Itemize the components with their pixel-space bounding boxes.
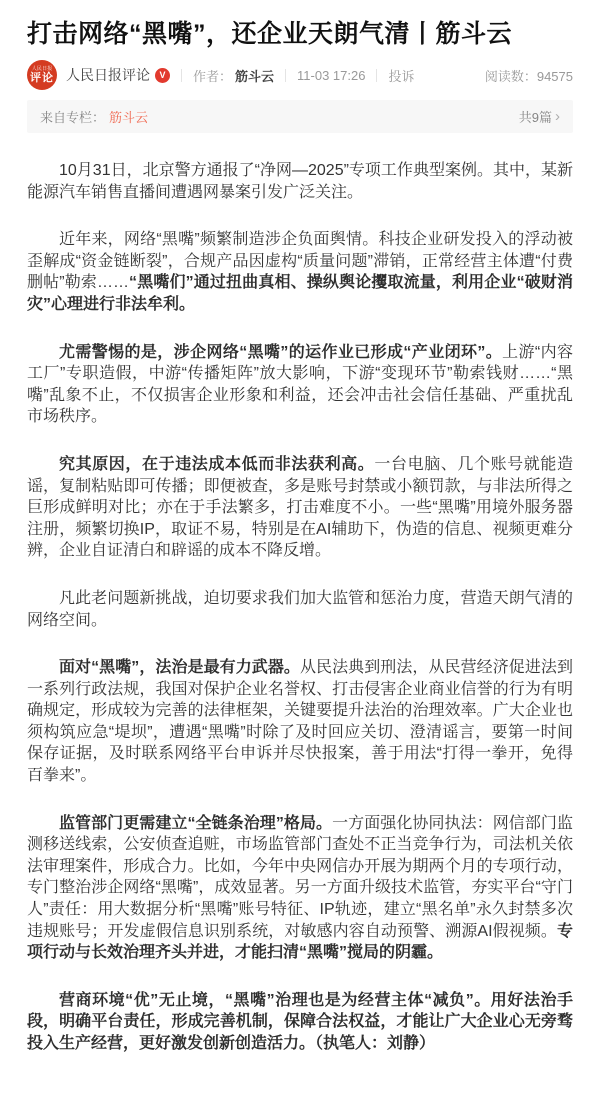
paragraph-bold-segment: 营商环境“优”无止境，“黑嘴”治理也是为经营主体“减负”。用好法治手段，明确平台责任，形成完善机制，保障合法权益，才能让广大企业心无旁骛投入生产经营，更好激发创新创造活力。（执笔人：刘静） xyxy=(27,991,573,1052)
column-bar xyxy=(27,100,573,133)
column-from-label: 来自专栏： xyxy=(40,110,106,125)
column-name-link[interactable]: 筋斗云 xyxy=(109,110,149,125)
article-body xyxy=(27,160,573,1055)
article-paragraph xyxy=(27,657,573,787)
publisher-avatar[interactable] xyxy=(27,60,57,90)
column-count-link[interactable] xyxy=(519,107,560,126)
article-paragraph xyxy=(27,229,573,315)
read-count: 阅读数：94575 xyxy=(484,68,573,84)
paragraph-bold-segment: 监管部门更需建立“全链条治理”格局。 xyxy=(59,814,333,832)
paragraph-bold-segment: 究其原因，在于违法成本低而非法获利高。 xyxy=(59,455,375,473)
author-label: 作者： xyxy=(193,68,233,84)
publisher-name[interactable]: 人民日报评论 xyxy=(66,67,150,83)
report-link[interactable]: 投诉 xyxy=(388,68,415,84)
article-paragraph xyxy=(27,160,573,203)
divider xyxy=(181,69,182,82)
paragraph-bold-segment: 面对“黑嘴”，法治是最有力武器。 xyxy=(59,659,300,677)
divider xyxy=(285,69,286,82)
paragraph-segment: 凡此老问题新挑战，迫切要求我们加大监管和惩治力度，营造天朗气清的网络空间。 xyxy=(27,589,573,629)
article-paragraph xyxy=(27,990,573,1055)
author-name[interactable]: 筋斗云 xyxy=(235,68,275,84)
publish-time: 11-03 17:26 xyxy=(297,67,366,83)
article-paragraph xyxy=(27,454,573,562)
paragraph-bold-segment: “黑嘴们”通过扭曲真相、操纵舆论攫取流量，利用企业“破财消灾”心理进行非法牟利。 xyxy=(27,274,573,313)
paragraph-bold-segment: 专项行动与长效治理齐头并进，才能扫清“黑嘴”搅局的阴霾。 xyxy=(27,922,573,962)
paragraph-segment: 近年来，网络“黑嘴”频繁制造涉企负面舆情。科技企业研发投入的浮动被歪解成“资金链断裂”，合规产品因虚构“质量问题”滞销，正常经营主体遭“付费删帖”勒索…… xyxy=(27,231,573,292)
column-count-label: 共9篇 xyxy=(518,110,552,125)
article-paragraph xyxy=(27,588,573,631)
divider xyxy=(376,69,377,82)
paragraph-segment: 10月31日，北京警方通报了“净网—2025”专项工作典型案例。其中，某新能源汽车销售直播间遭遇网暴案引发广泛关注。 xyxy=(27,162,573,201)
paragraph-segment: 一台电脑、几个账号就能造谣，复制粘贴即可传播；即便被查，多是账号封禁或小额罚款，与非法所得之巨形成鲜明对比；亦在于手法繁多，打击难度不小。一些“黑嘴”用境外服务器注册，频繁切换IP，取证不易，特别是在AI辅助下，伪造的信息、视频更难分辨，企业自证清白和辟谣的成本不降反增。 xyxy=(27,455,573,560)
paragraph-segment: 一方面强化协同执法：网信部门监测移送线索，公安侦查追赃，市场监管部门查处不正当竞争行为，司法机关依法审理案件，形成合力。比如，今年中央网信办开展为期两个月的专项行动，专门整治涉企网络“黑嘴”，成效显著。另一方面升级技术监管，夯实平台“守门人”责任：用大数据分析“黑嘴”账号特征、IP轨迹，建立“黑名单”永久封禁多次违规账号；开发虚假信息识别系统，对敏感内容自动预警、溯源AI假视频。 xyxy=(27,814,573,940)
paragraph-segment: 上游“内容工厂”专职造假，中游“传播矩阵”放大影响，下游“变现环节”勒索钱财……“黑嘴”乱象不止，不仅损害企业形象和利益，还会冲击社会信任基础、严重扰乱市场秩序。 xyxy=(27,343,573,426)
page-title: 打击网络“黑嘴”，还企业天朗气清丨筋斗云 xyxy=(27,20,513,48)
chevron-right-icon: › xyxy=(555,108,560,125)
avatar-script-text: 人民日报 xyxy=(31,66,53,72)
author-row xyxy=(27,59,573,91)
avatar-label: 评论 xyxy=(30,72,54,84)
paragraph-bold-segment: 尤需警惕的是，涉企网络“黑嘴”的运作业已形成“产业闭环”。 xyxy=(59,343,503,361)
article-paragraph xyxy=(27,813,573,964)
paragraph-segment: 从民法典到刑法，从民营经济促进法到一系列行政法规，我国对保护企业名誉权、打击侵害企业商业信誉的行为有明确规定，形成较为完善的法律框架，关键要提升法治的治理效率。广大企业也须构筑应急“堤坝”，遭遇“黑嘴”时除了及时回应关切、澄清谣言，要第一时间保存证据，及时联系网络平台申诉并尽快报案，善于用法“打得一拳开，免得百拳来”。 xyxy=(27,659,573,785)
verified-badge-icon: V xyxy=(155,68,170,83)
article-paragraph xyxy=(27,342,573,428)
